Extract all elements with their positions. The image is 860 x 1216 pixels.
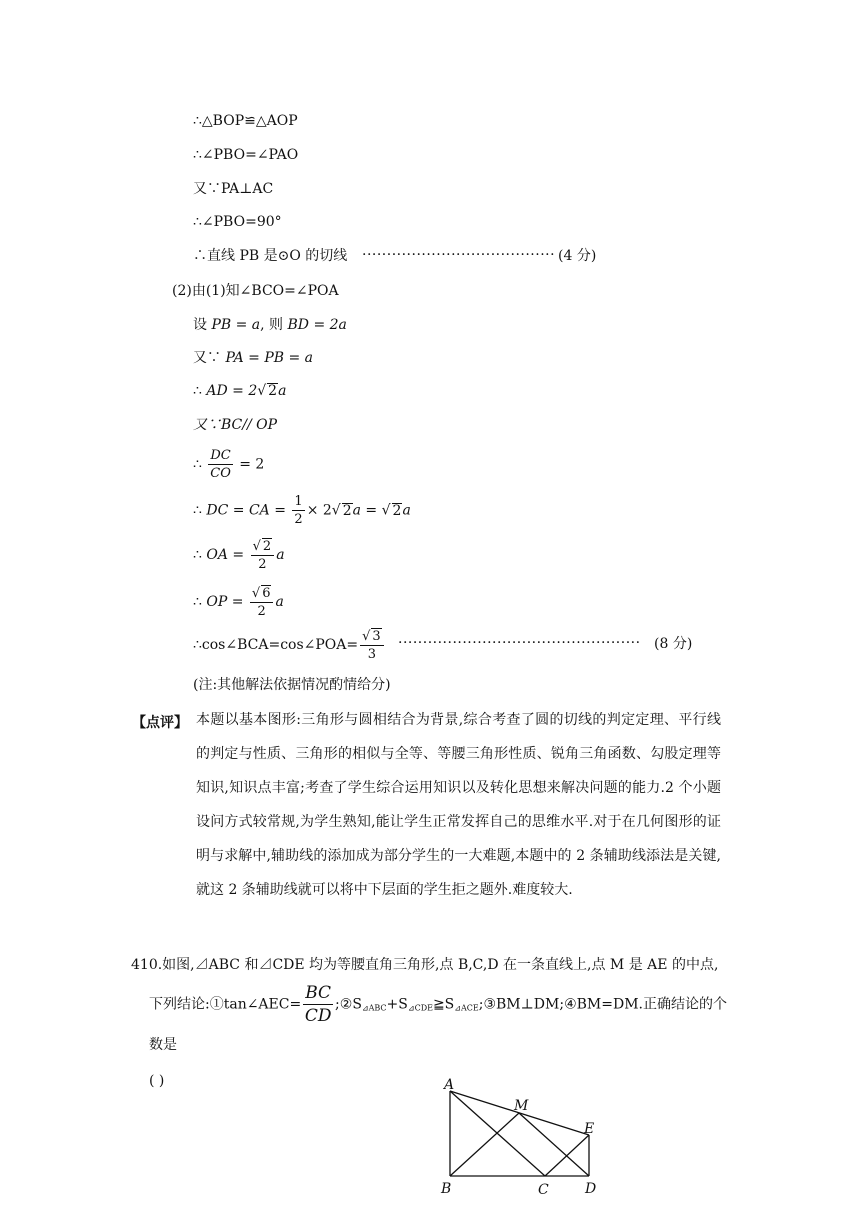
oa-den: 2: [258, 557, 267, 572]
pa-pb-a: PA = PB = a: [225, 350, 314, 366]
oa-eq: [193, 538, 285, 572]
sqrt-sign: √: [381, 502, 391, 519]
proof-line-2: ∴∠PBO=∠PAO: [193, 147, 299, 163]
score-leader-dots: ·······································: [362, 247, 556, 263]
dcca-radicand-1: 2: [342, 502, 352, 519]
op-eq: [193, 585, 284, 619]
dc-co-eq: = 2: [239, 456, 265, 473]
oa-radicand: 2: [262, 539, 272, 554]
sub-ace: ⊿ACE: [454, 1003, 479, 1013]
sqrt-sign: √: [251, 586, 261, 601]
label-c: C: [538, 1182, 549, 1198]
sub-abc: ⊿ABC: [361, 1003, 387, 1013]
note: (注:其他解法依据情况酌情给分): [193, 677, 391, 693]
ad-radicand: 2: [268, 383, 278, 399]
ad-right: a: [278, 383, 287, 399]
dcca-right: a: [402, 502, 411, 519]
q-l2-d: ≧S: [432, 996, 455, 1013]
set-prefix: 设: [193, 317, 207, 333]
half-num: 1: [294, 494, 303, 509]
dc-over-co: [208, 448, 232, 481]
dcca-radicand-2: 2: [392, 502, 402, 519]
therefore-symbol: ∴: [193, 594, 202, 610]
bc-num: BC: [305, 983, 332, 1003]
half-den: 2: [294, 512, 303, 527]
set-mid: , 则: [260, 317, 284, 333]
oa-num: [251, 538, 275, 556]
dc-num: DC: [210, 448, 231, 463]
therefore-symbol: ∴: [193, 502, 202, 519]
label-a: A: [444, 1077, 455, 1093]
co-den: CO: [210, 466, 231, 481]
pa-pb-eq: [193, 351, 313, 365]
q-l2-b: ;②S: [335, 996, 362, 1013]
label-d: D: [585, 1181, 597, 1197]
oa-left: OA =: [206, 547, 245, 563]
score-8: (8 分): [654, 636, 693, 652]
dc-co-ratio: [193, 448, 264, 481]
op-den: 2: [257, 604, 266, 619]
q-l2-a: 下列结论:①tan∠AEC=: [149, 996, 302, 1013]
label-e: E: [584, 1121, 595, 1137]
pb-eq-a: PB = a: [211, 317, 261, 333]
op-left: OP =: [206, 594, 244, 610]
root6-over-2: [250, 585, 274, 619]
oa-right: a: [276, 547, 285, 563]
proof-line-5: ∴直线 PB 是⊙O 的切线: [193, 248, 348, 264]
comment-heading: 【点评】: [132, 715, 188, 731]
cos-den: 3: [367, 647, 377, 662]
bd-eq-2a: BD = 2a: [287, 317, 347, 333]
part-2-start: (2)由(1)知∠BCO=∠POA: [172, 283, 339, 299]
proof-line-4: ∴∠PBO=90°: [193, 214, 282, 230]
cos-left: ∴cos∠BCA=cos∠POA=: [193, 637, 359, 653]
therefore-symbol: ∴: [193, 547, 202, 563]
bc-over-cd: [303, 983, 333, 1026]
you-prefix: 又∵: [193, 350, 221, 366]
op-right: a: [275, 594, 284, 610]
dc-ca-eq: [193, 494, 411, 527]
sqrt-sign: √: [331, 502, 341, 519]
proof-line-1: ∴△BOP≌△AOP: [193, 113, 298, 129]
cos-num: [360, 628, 384, 646]
label-b: B: [441, 1181, 452, 1197]
set-pb: [193, 318, 347, 332]
op-radicand: 6: [262, 586, 271, 601]
ad-left: AD = 2: [206, 383, 258, 399]
comment-body: 本题以基本图形:三角形与圆相结合为背景,综合考查了圆的切线的判定定理、平行线的判定与性质、三角形的相似与全等、等腰三角形性质、锐角三角函数、勾股定理等知识,知识点丰富;考查了学生综合运用知识以及转化思想来解决问题的能力.2 个小题设问方式较常规,为学生熟知,能让学生正常发挥自己的思维水平.对于在几何图形的证明与求解中,辅助线的添加成为部分学生的一大难题,本题中的 2 条辅助线添法是关键,就这 2 条辅助线就可以将中下层面的学生拒之题外.难度较大.: [196, 712, 721, 898]
root3-over-3: [360, 628, 384, 662]
geometry-figure: [430, 1072, 620, 1202]
sub-cde: ⊿CDE: [407, 1003, 433, 1013]
one-half: [292, 494, 304, 527]
question-line-1: 410.如图,⊿ABC 和⊿CDE 均为等腰直角三角形,点 B,C,D 在一条直线上,点 M 是 AE 的中点,: [131, 957, 719, 973]
score-4: (4 分): [558, 248, 597, 264]
q-l2-c: +S: [386, 996, 408, 1013]
therefore-symbol: ∴: [193, 383, 202, 399]
cos-radicand: 3: [372, 629, 381, 644]
ad-eq: [193, 383, 286, 398]
answer-parentheses: ( ): [149, 1072, 165, 1089]
dcca-left: DC = CA =: [206, 502, 286, 519]
root2-over-2: [251, 538, 275, 572]
q-l2-e: ;③BM⊥DM;④BM=DM.正确结论的个数是: [149, 996, 727, 1053]
sqrt-sign: √: [252, 539, 261, 554]
cos-eq: [193, 628, 386, 662]
bc-parallel-op: 又∵BC// OP: [193, 417, 278, 433]
proof-line-3: 又∵PA⊥AC: [193, 181, 274, 197]
sqrt-sign: √: [362, 629, 371, 644]
therefore-symbol: ∴: [193, 456, 202, 473]
dcca-mid2: a =: [352, 502, 378, 519]
score-leader-dots-8: ·················································: [398, 635, 641, 651]
sqrt-sign: √: [257, 383, 267, 399]
dcca-mid: × 2: [306, 502, 332, 519]
op-num: [250, 585, 274, 603]
cd-den: CD: [304, 1006, 332, 1026]
question-line-2: [131, 983, 731, 1063]
label-m: M: [514, 1098, 529, 1114]
